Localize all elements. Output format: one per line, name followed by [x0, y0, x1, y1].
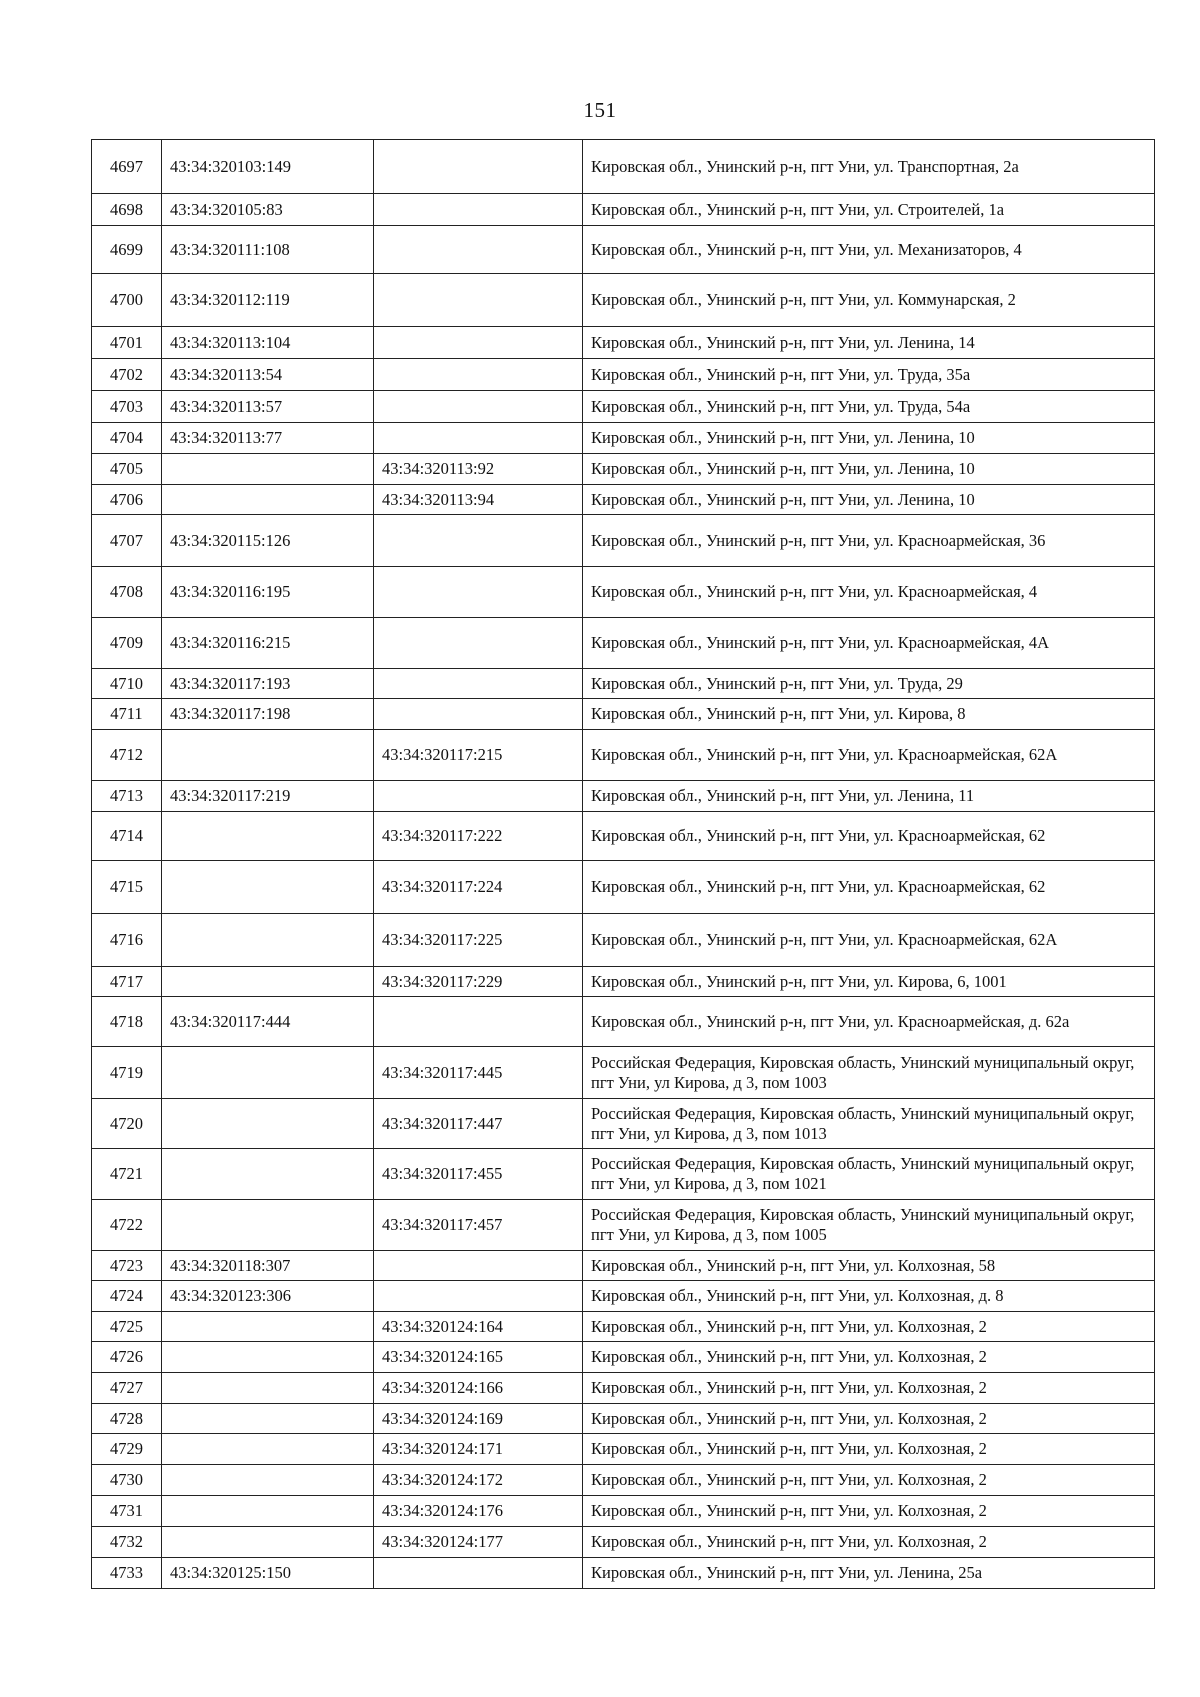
cadastral-number: 43:34:320117:193 — [162, 669, 374, 699]
related-cadastral-number: 43:34:320124:172 — [374, 1465, 583, 1496]
cadastral-number: 43:34:320103:149 — [162, 140, 374, 194]
related-cadastral-number: 43:34:320117:455 — [374, 1149, 583, 1200]
row-number: 4726 — [92, 1342, 162, 1373]
cadastral-number: 43:34:320123:306 — [162, 1281, 374, 1312]
cadastral-number — [162, 1342, 374, 1373]
address: Кировская обл., Унинский р-н, пгт Уни, ул. Труда, 54а — [583, 391, 1155, 423]
row-number: 4718 — [92, 997, 162, 1047]
address: Кировская обл., Унинский р-н, пгт Уни, ул. Колхозная, 2 — [583, 1527, 1155, 1558]
row-number: 4715 — [92, 861, 162, 914]
cadastral-number — [162, 454, 374, 485]
cadastral-number: 43:34:320118:307 — [162, 1251, 374, 1281]
row-number: 4707 — [92, 515, 162, 567]
row-number: 4732 — [92, 1527, 162, 1558]
table-row — [92, 1465, 1155, 1496]
table-row — [92, 781, 1155, 812]
related-cadastral-number — [374, 567, 583, 618]
related-cadastral-number: 43:34:320124:176 — [374, 1496, 583, 1527]
table-row — [92, 567, 1155, 618]
related-cadastral-number: 43:34:320124:169 — [374, 1404, 583, 1434]
cadastral-number — [162, 1047, 374, 1099]
related-cadastral-number: 43:34:320124:165 — [374, 1342, 583, 1373]
table-row — [92, 1312, 1155, 1342]
row-number: 4710 — [92, 669, 162, 699]
table-row — [92, 618, 1155, 669]
cadastral-number — [162, 1496, 374, 1527]
related-cadastral-number — [374, 699, 583, 730]
page-number: 151 — [583, 98, 617, 122]
table-row — [92, 1342, 1155, 1373]
row-number: 4719 — [92, 1047, 162, 1099]
cadastral-number — [162, 1465, 374, 1496]
table-row — [92, 423, 1155, 454]
related-cadastral-number: 43:34:320117:222 — [374, 812, 583, 861]
address: Кировская обл., Унинский р-н, пгт Уни, ул. Колхозная, 2 — [583, 1312, 1155, 1342]
row-number: 4731 — [92, 1496, 162, 1527]
cadastral-number — [162, 914, 374, 967]
address: Кировская обл., Унинский р-н, пгт Уни, ул. Ленина, 10 — [583, 485, 1155, 515]
address: Кировская обл., Унинский р-н, пгт Уни, ул. Колхозная, 2 — [583, 1373, 1155, 1404]
related-cadastral-number: 43:34:320117:445 — [374, 1047, 583, 1099]
address: Российская Федерация, Кировская область, Унинский муниципальный округ, пгт Уни, ул Кирова, д 3, пом 1013 — [583, 1099, 1155, 1149]
related-cadastral-number — [374, 194, 583, 226]
row-number: 4721 — [92, 1149, 162, 1200]
row-number: 4716 — [92, 914, 162, 967]
table-row — [92, 454, 1155, 485]
address: Кировская обл., Унинский р-н, пгт Уни, ул. Ленина, 10 — [583, 423, 1155, 454]
row-number: 4702 — [92, 359, 162, 391]
related-cadastral-number: 43:34:320124:171 — [374, 1434, 583, 1465]
address: Кировская обл., Унинский р-н, пгт Уни, ул. Красноармейская, 62А — [583, 914, 1155, 967]
related-cadastral-number — [374, 359, 583, 391]
cadastral-number: 43:34:320105:83 — [162, 194, 374, 226]
address: Кировская обл., Унинский р-н, пгт Уни, ул. Строителей, 1а — [583, 194, 1155, 226]
related-cadastral-number — [374, 327, 583, 359]
cadastral-number — [162, 967, 374, 997]
row-number: 4729 — [92, 1434, 162, 1465]
related-cadastral-number — [374, 140, 583, 194]
row-number: 4704 — [92, 423, 162, 454]
address: Кировская обл., Унинский р-н, пгт Уни, ул. Кирова, 6, 1001 — [583, 967, 1155, 997]
table-row — [92, 194, 1155, 226]
row-number: 4699 — [92, 226, 162, 274]
cadastral-number: 43:34:320113:77 — [162, 423, 374, 454]
table-row — [92, 997, 1155, 1047]
related-cadastral-number — [374, 669, 583, 699]
cadastral-number: 43:34:320117:444 — [162, 997, 374, 1047]
related-cadastral-number: 43:34:320117:215 — [374, 730, 583, 781]
address: Кировская обл., Унинский р-н, пгт Уни, ул. Колхозная, 2 — [583, 1465, 1155, 1496]
row-number: 4728 — [92, 1404, 162, 1434]
related-cadastral-number: 43:34:320117:229 — [374, 967, 583, 997]
address: Кировская обл., Унинский р-н, пгт Уни, ул. Транспортная, 2а — [583, 140, 1155, 194]
address: Кировская обл., Унинский р-н, пгт Уни, ул. Ленина, 14 — [583, 327, 1155, 359]
table-row — [92, 1099, 1155, 1149]
table-row — [92, 730, 1155, 781]
address: Кировская обл., Унинский р-н, пгт Уни, ул. Колхозная, 58 — [583, 1251, 1155, 1281]
table-row — [92, 1527, 1155, 1558]
address: Кировская обл., Унинский р-н, пгт Уни, ул. Труда, 29 — [583, 669, 1155, 699]
cadastral-number — [162, 730, 374, 781]
row-number: 4725 — [92, 1312, 162, 1342]
table-row — [92, 669, 1155, 699]
address: Кировская обл., Унинский р-н, пгт Уни, ул. Красноармейская, 62А — [583, 730, 1155, 781]
cadastral-number: 43:34:320113:57 — [162, 391, 374, 423]
table-row — [92, 1496, 1155, 1527]
row-number: 4717 — [92, 967, 162, 997]
table-row — [92, 812, 1155, 861]
address: Кировская обл., Унинский р-н, пгт Уни, ул. Красноармейская, 62 — [583, 861, 1155, 914]
cadastral-number: 43:34:320116:195 — [162, 567, 374, 618]
registry-rows — [92, 140, 1155, 1589]
row-number: 4706 — [92, 485, 162, 515]
row-number: 4722 — [92, 1200, 162, 1251]
table-row — [92, 861, 1155, 914]
cadastral-number: 43:34:320115:126 — [162, 515, 374, 567]
row-number: 4723 — [92, 1251, 162, 1281]
table-row — [92, 1200, 1155, 1251]
row-number: 4698 — [92, 194, 162, 226]
cadastral-number — [162, 1099, 374, 1149]
related-cadastral-number — [374, 997, 583, 1047]
table-row — [92, 967, 1155, 997]
related-cadastral-number — [374, 1558, 583, 1589]
row-number: 4705 — [92, 454, 162, 485]
cadastral-number: 43:34:320116:215 — [162, 618, 374, 669]
row-number: 4714 — [92, 812, 162, 861]
related-cadastral-number: 43:34:320124:166 — [374, 1373, 583, 1404]
address: Российская Федерация, Кировская область, Унинский муниципальный округ, пгт Уни, ул Кирова, д 3, пом 1003 — [583, 1047, 1155, 1099]
cadastral-number: 43:34:320117:198 — [162, 699, 374, 730]
cadastral-number — [162, 1527, 374, 1558]
cadastral-number — [162, 1404, 374, 1434]
address: Кировская обл., Унинский р-н, пгт Уни, ул. Колхозная, 2 — [583, 1342, 1155, 1373]
address: Кировская обл., Унинский р-н, пгт Уни, ул. Ленина, 25а — [583, 1558, 1155, 1589]
address: Кировская обл., Унинский р-н, пгт Уни, ул. Механизаторов, 4 — [583, 226, 1155, 274]
related-cadastral-number: 43:34:320117:447 — [374, 1099, 583, 1149]
cadastral-number: 43:34:320112:119 — [162, 274, 374, 327]
table-row — [92, 140, 1155, 194]
cadastral-number — [162, 1149, 374, 1200]
table-row — [92, 1434, 1155, 1465]
address: Кировская обл., Унинский р-н, пгт Уни, ул. Ленина, 10 — [583, 454, 1155, 485]
related-cadastral-number: 43:34:320124:177 — [374, 1527, 583, 1558]
row-number: 4713 — [92, 781, 162, 812]
table-row — [92, 1558, 1155, 1589]
address: Кировская обл., Унинский р-н, пгт Уни, ул. Ленина, 11 — [583, 781, 1155, 812]
table-row — [92, 699, 1155, 730]
related-cadastral-number — [374, 1251, 583, 1281]
table-row — [92, 485, 1155, 515]
address: Кировская обл., Унинский р-н, пгт Уни, ул. Красноармейская, 4А — [583, 618, 1155, 669]
table-row — [92, 515, 1155, 567]
address: Кировская обл., Унинский р-н, пгт Уни, ул. Красноармейская, 4 — [583, 567, 1155, 618]
row-number: 4720 — [92, 1099, 162, 1149]
cadastral-number — [162, 1200, 374, 1251]
table-row — [92, 274, 1155, 327]
row-number: 4700 — [92, 274, 162, 327]
cadastral-number: 43:34:320117:219 — [162, 781, 374, 812]
table-row — [92, 327, 1155, 359]
related-cadastral-number: 43:34:320117:225 — [374, 914, 583, 967]
related-cadastral-number — [374, 423, 583, 454]
related-cadastral-number: 43:34:320117:457 — [374, 1200, 583, 1251]
cadastral-number — [162, 1373, 374, 1404]
cadastral-number — [162, 812, 374, 861]
address: Российская Федерация, Кировская область, Унинский муниципальный округ, пгт Уни, ул Кирова, д 3, пом 1005 — [583, 1200, 1155, 1251]
address: Кировская обл., Унинский р-н, пгт Уни, ул. Коммунарская, 2 — [583, 274, 1155, 327]
address: Кировская обл., Унинский р-н, пгт Уни, ул. Колхозная, 2 — [583, 1404, 1155, 1434]
address: Кировская обл., Унинский р-н, пгт Уни, ул. Труда, 35а — [583, 359, 1155, 391]
related-cadastral-number: 43:34:320124:164 — [374, 1312, 583, 1342]
table-row — [92, 1047, 1155, 1099]
related-cadastral-number — [374, 1281, 583, 1312]
cadastral-number — [162, 1434, 374, 1465]
related-cadastral-number — [374, 226, 583, 274]
table-row — [92, 914, 1155, 967]
table-row — [92, 1404, 1155, 1434]
address: Российская Федерация, Кировская область, Унинский муниципальный округ, пгт Уни, ул Кирова, д 3, пом 1021 — [583, 1149, 1155, 1200]
address: Кировская обл., Унинский р-н, пгт Уни, ул. Красноармейская, 36 — [583, 515, 1155, 567]
table-row — [92, 1251, 1155, 1281]
row-number: 4711 — [92, 699, 162, 730]
related-cadastral-number — [374, 274, 583, 327]
address: Кировская обл., Унинский р-н, пгт Уни, ул. Колхозная, 2 — [583, 1434, 1155, 1465]
related-cadastral-number — [374, 781, 583, 812]
table-row — [92, 359, 1155, 391]
row-number: 4701 — [92, 327, 162, 359]
cadastral-number: 43:34:320111:108 — [162, 226, 374, 274]
address: Кировская обл., Унинский р-н, пгт Уни, ул. Кирова, 8 — [583, 699, 1155, 730]
related-cadastral-number — [374, 618, 583, 669]
table-row — [92, 1149, 1155, 1200]
cadastral-number — [162, 1312, 374, 1342]
related-cadastral-number — [374, 515, 583, 567]
address: Кировская обл., Унинский р-н, пгт Уни, ул. Красноармейская, д. 62а — [583, 997, 1155, 1047]
cadastral-number: 43:34:320113:54 — [162, 359, 374, 391]
address: Кировская обл., Унинский р-н, пгт Уни, ул. Красноармейская, 62 — [583, 812, 1155, 861]
row-number: 4708 — [92, 567, 162, 618]
address: Кировская обл., Унинский р-н, пгт Уни, ул. Колхозная, д. 8 — [583, 1281, 1155, 1312]
related-cadastral-number: 43:34:320117:224 — [374, 861, 583, 914]
row-number: 4733 — [92, 1558, 162, 1589]
registry-table — [91, 139, 1155, 1589]
row-number: 4703 — [92, 391, 162, 423]
row-number: 4709 — [92, 618, 162, 669]
cadastral-number — [162, 861, 374, 914]
row-number: 4724 — [92, 1281, 162, 1312]
related-cadastral-number — [374, 391, 583, 423]
cadastral-number: 43:34:320125:150 — [162, 1558, 374, 1589]
cadastral-number: 43:34:320113:104 — [162, 327, 374, 359]
row-number: 4697 — [92, 140, 162, 194]
cadastral-number — [162, 485, 374, 515]
table-row — [92, 1281, 1155, 1312]
table-row — [92, 1373, 1155, 1404]
row-number: 4730 — [92, 1465, 162, 1496]
table-row — [92, 391, 1155, 423]
row-number: 4727 — [92, 1373, 162, 1404]
related-cadastral-number: 43:34:320113:92 — [374, 454, 583, 485]
table-row — [92, 226, 1155, 274]
row-number: 4712 — [92, 730, 162, 781]
related-cadastral-number: 43:34:320113:94 — [374, 485, 583, 515]
address: Кировская обл., Унинский р-н, пгт Уни, ул. Колхозная, 2 — [583, 1496, 1155, 1527]
